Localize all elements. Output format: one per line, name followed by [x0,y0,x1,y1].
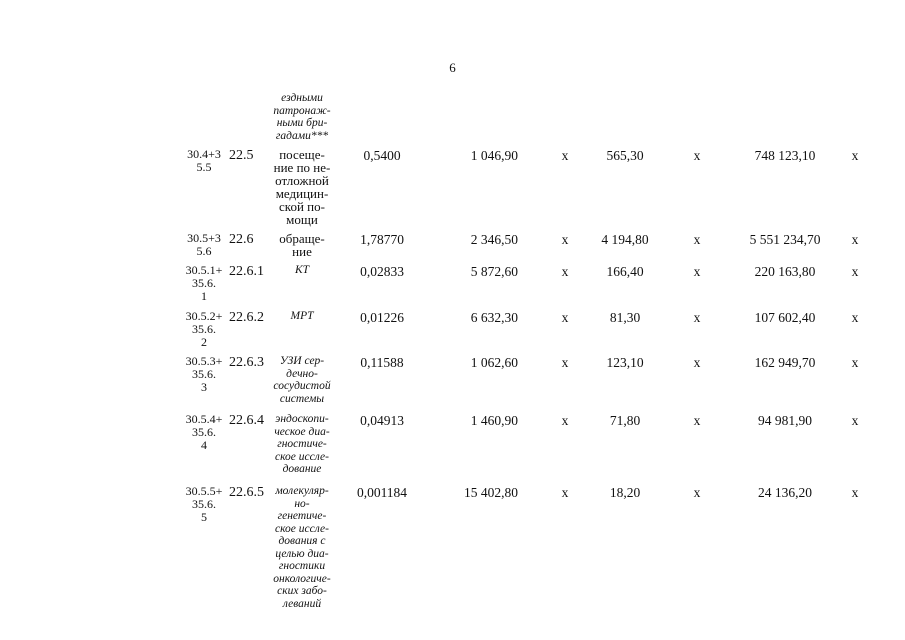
row-code: 30.5+3 5.6 [187,231,221,258]
value-total: 5 551 234,70 [749,232,821,247]
placeholder-x: х [851,232,859,247]
placeholder-x: х [851,264,859,279]
placeholder-x: х [561,355,569,370]
row-description: МРТ [290,310,314,322]
row-number: 22.6.1 [229,264,264,279]
value-cost: 1 460,90 [470,413,518,428]
value-norm: 0,001184 [356,485,408,500]
value-per-capita: 81,30 [609,310,641,325]
continued-description [263,92,341,142]
value-per-capita: 18,20 [609,485,641,500]
value-total: 162 949,70 [754,355,816,370]
placeholder-x: х [693,148,701,163]
row-number: 22.6.3 [229,355,264,370]
page-number: 6 [449,60,456,75]
value-per-capita: 4 194,80 [601,232,649,247]
description-line: ными бри- [276,117,328,129]
row-description: обраще- ние [279,231,325,259]
value-norm: 0,11588 [360,355,404,370]
row-description: эндоскопи- ческое диа- гностиче- ское иссле- дование [274,413,330,475]
placeholder-x: х [851,355,859,370]
placeholder-x: х [851,485,859,500]
value-per-capita: 71,80 [609,413,641,428]
placeholder-x: х [561,148,569,163]
placeholder-x: х [693,355,701,370]
row-number: 22.6 [229,232,254,247]
placeholder-x: х [851,310,859,325]
placeholder-x: х [693,310,701,325]
value-norm: 1,78770 [360,232,404,247]
row-code: 30.5.5+ 35.6. 5 [185,484,223,524]
value-norm: 0,5400 [363,148,401,163]
row-description: молекуляр- но- генетиче- ское иссле- дования с целью диа- гностики онкологиче- ских забо- леваний [273,485,331,610]
value-norm: 0,04913 [360,413,404,428]
row-code: 30.5.1+ 35.6. 1 [185,263,223,303]
placeholder-x: х [851,148,859,163]
placeholder-x: х [561,264,569,279]
placeholder-x: х [561,413,569,428]
row-description: УЗИ сер- дечно- сосудистой системы [273,355,331,405]
value-norm: 0,02833 [360,264,404,279]
value-cost: 15 402,80 [464,485,518,500]
row-description: КТ [294,264,310,276]
placeholder-x: х [693,232,701,247]
placeholder-x: х [851,413,859,428]
row-number: 22.6.2 [229,310,264,325]
placeholder-x: х [693,413,701,428]
row-code: 30.5.3+ 35.6. 3 [185,354,223,394]
placeholder-x: х [693,485,701,500]
value-per-capita: 166,40 [606,264,644,279]
value-cost: 5 872,60 [470,264,518,279]
value-total: 94 981,90 [758,413,812,428]
value-cost: 1 046,90 [470,148,518,163]
placeholder-x: х [561,485,569,500]
value-cost: 6 632,30 [470,310,518,325]
row-code: 30.5.4+ 35.6. 4 [185,412,223,452]
value-cost: 1 062,60 [470,355,518,370]
description-line: патронаж- [273,104,331,117]
value-total: 220 163,80 [754,264,816,279]
row-number: 22.6.5 [229,485,264,500]
value-total: 748 123,10 [754,148,816,163]
value-total: 107 602,40 [754,310,816,325]
placeholder-x: х [561,232,569,247]
description-line: ездными [281,92,323,104]
placeholder-x: х [561,310,569,325]
row-number: 22.5 [229,148,254,163]
description-line: гадами*** [275,129,329,142]
row-number: 22.6.4 [229,413,264,428]
value-total: 24 136,20 [758,485,812,500]
placeholder-x: х [693,264,701,279]
row-code: 30.5.2+ 35.6. 2 [185,309,223,349]
value-cost: 2 346,50 [470,232,518,247]
row-code: 30.4+3 5.5 [187,147,221,174]
value-per-capita: 123,10 [606,355,644,370]
value-per-capita: 565,30 [606,148,644,163]
row-description: посеще- ние по не- отложной медицин- ской по- мощи [273,147,331,227]
value-norm: 0,01226 [360,310,404,325]
